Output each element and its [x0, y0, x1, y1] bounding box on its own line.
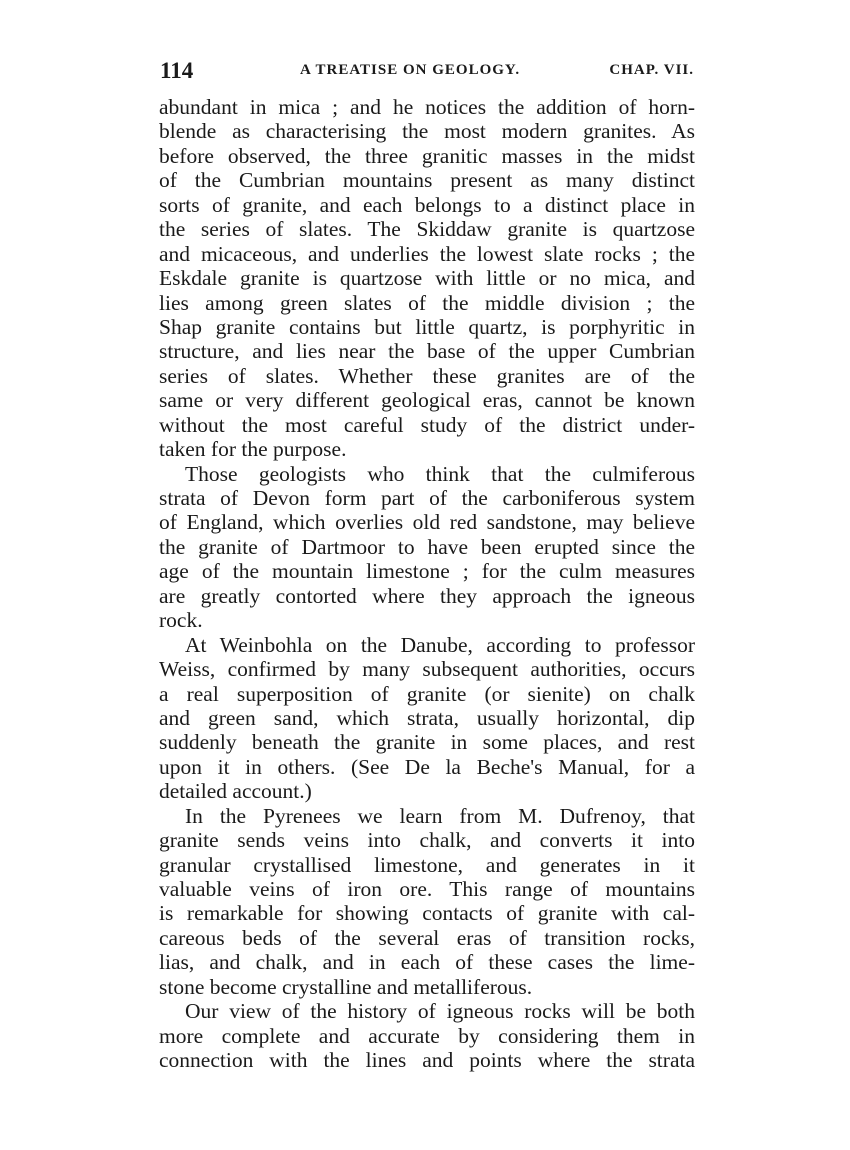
text-line: before observed, the three granitic masses in the midst — [159, 143, 695, 168]
text-line: without the most careful study of the district under- — [159, 412, 695, 437]
text-line: suddenly beneath the granite in some places, and rest — [159, 730, 695, 755]
text-line: Eskdale granite is quartzose with little or no mica, and — [159, 266, 695, 291]
text-line: detailed account.) — [159, 779, 312, 804]
text-line: granite sends veins into chalk, and converts it into — [159, 828, 695, 853]
text-line: sorts of granite, and each belongs to a distinct place in — [159, 192, 695, 217]
text-line: upon it in others. (See De la Beche's Manual, for a — [159, 754, 695, 779]
text-line: rock. — [159, 608, 203, 633]
text-line: Those geologists who think that the culmiferous — [185, 461, 695, 486]
text-line: of England, which overlies old red sandstone, may believe — [159, 510, 695, 535]
body-text — [159, 95, 695, 1073]
text-line: granular crystallised limestone, and generates in it — [159, 852, 695, 877]
text-line: and micaceous, and underlies the lowest slate rocks ; the — [159, 241, 695, 266]
text-line: Weiss, confirmed by many subsequent authorities, occurs — [159, 657, 695, 682]
text-line: series of slates. Whether these granites are of the — [159, 363, 695, 388]
text-line: the series of slates. The Skiddaw granite is quartzose — [159, 217, 695, 242]
text-line: of the Cumbrian mountains present as many distinct — [159, 168, 695, 193]
text-line: are greatly contorted where they approach the igneous — [159, 583, 695, 608]
text-line: careous beds of the several eras of transition rocks, — [159, 925, 695, 950]
text-line: stone become crystalline and metalliferous. — [159, 974, 533, 999]
text-line: valuable veins of iron ore. This range of mountains — [159, 877, 695, 901]
text-line: blende as characterising the most modern granites. As — [159, 119, 695, 144]
running-head — [160, 58, 694, 88]
text-line: Our view of the history of igneous rocks will be both — [185, 999, 695, 1024]
text-line: lies among green slates of the middle division ; the — [159, 290, 695, 315]
text-line: Shap granite contains but little quartz, is porphyritic in — [159, 314, 695, 339]
text-line: At Weinbohla on the Danube, according to professor — [185, 632, 695, 657]
text-line: a real superposition of granite (or sienite) on chalk — [159, 681, 695, 706]
text-line: structure, and lies near the base of the upper Cumbrian — [159, 339, 695, 364]
text-line: is remarkable for showing contacts of granite with cal- — [159, 901, 695, 926]
text-line: taken for the purpose. — [159, 437, 347, 462]
text-line: more complete and accurate by considering them in — [159, 1023, 695, 1048]
chapter-label: CHAP. VII. — [609, 62, 694, 78]
text-line: and green sand, which strata, usually horizontal, dip — [159, 705, 695, 730]
text-line: lias, and chalk, and in each of these cases the lime- — [159, 950, 695, 975]
running-title: A TREATISE ON GEOLOGY. — [300, 62, 521, 78]
text-line: connection with the lines and points where the strata — [159, 1048, 695, 1073]
text-line: abundant in mica ; and he notices the addition of horn- — [159, 95, 695, 119]
text-line: same or very different geological eras, cannot be known — [159, 388, 695, 413]
text-line: age of the mountain limestone ; for the culm measures — [159, 559, 695, 584]
text-line: the granite of Dartmoor to have been erupted since the — [159, 534, 695, 559]
page-number: 114 — [160, 58, 194, 83]
text-line: strata of Devon form part of the carboniferous system — [159, 486, 695, 510]
text-line: In the Pyrenees we learn from M. Dufrenoy, that — [185, 803, 695, 828]
